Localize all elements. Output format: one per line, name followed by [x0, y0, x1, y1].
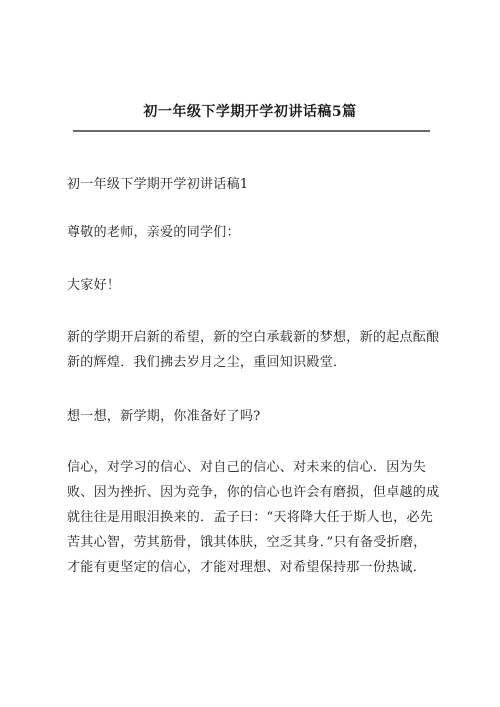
paragraph-1: [67, 325, 440, 375]
greeting: 大家好！: [67, 278, 121, 293]
paragraph-1-line: 新的辉煌．我们拂去岁月之尘，重回知识殿堂．: [67, 355, 347, 370]
paragraph-1-line: 新的学期开启新的希望，新的空白承载新的梦想，新的起点酝酿: [67, 330, 440, 345]
paragraph-3-line: 信心，对学习的信心、对自己的信心、对未来的信心．因为失: [67, 460, 427, 475]
document-title: 初一年级下学期开学初讲话稿5篇: [143, 104, 357, 120]
paragraph-3-line: 才能有更坚定的信心，才能对理想、对希望保持那一份热诚．: [67, 560, 427, 575]
paragraph-3-line: 就往往是用眼泪换来的．孟子曰：“天将降大任于斯人也，必先: [67, 510, 434, 525]
salutation: 尊敬的老师，亲爱的同学们：: [67, 225, 240, 240]
paragraph-3: [67, 455, 440, 580]
section-heading: 初一年级下学期开学初讲话稿1: [67, 177, 249, 192]
paragraph-2: 想一想，新学期，你准备好了吗?: [67, 409, 261, 424]
paragraph-3-line: 败、因为挫折、因为竞争，你的信心也许会有磨损，但卓越的成: [67, 485, 440, 500]
paragraph-3-line: 苦其心智，劳其筋骨，饿其体肤，空乏其身．”只有备受折磨，: [67, 535, 427, 550]
title-divider: [73, 130, 430, 132]
